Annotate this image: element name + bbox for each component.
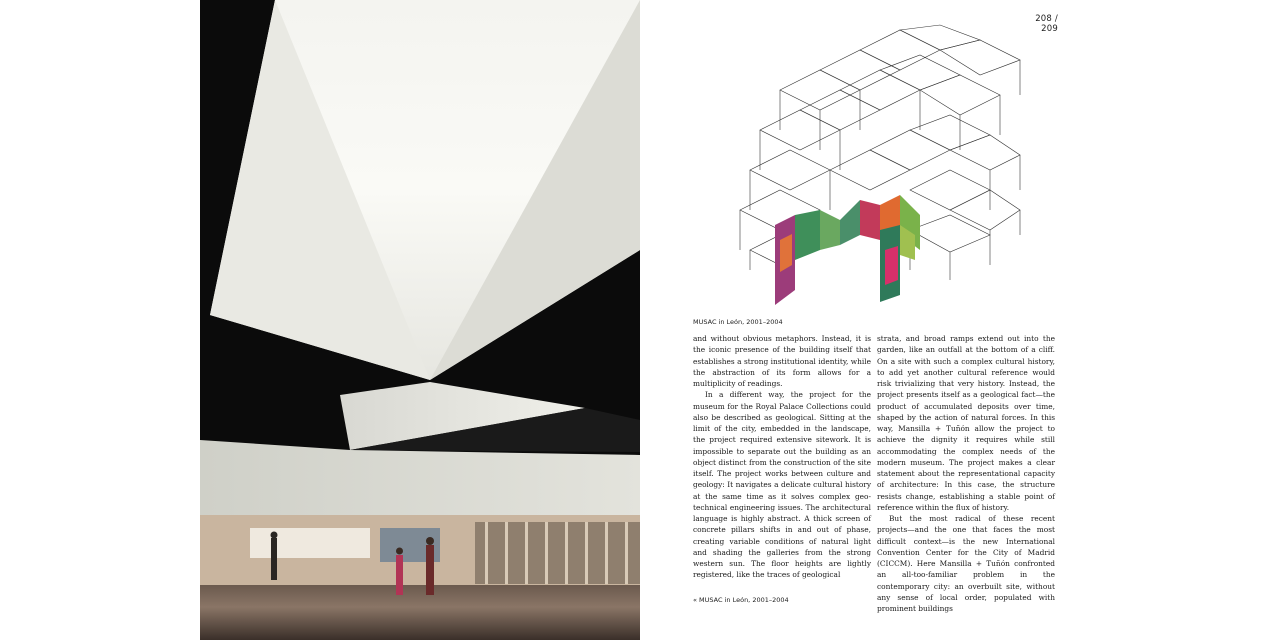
paragraph: In a different way, the project for the museum for the Royal Palace Collections could also be described as geological. Sitting at the limit of the city, embedded in the landscape, the project required extensive sitework. It is impossible to separate out the building as an object distinct from the construction of the site itself. The project works between culture and geology: It navigates a delicate cultural history at the same time as it solves complex geo-technical engineering issues. The architectural language is highly abstract. A thick screen of concrete pillars shifts in and out of phase, creating variable conditions of natural light and shading the galleries from the strong western sun. The floor heights are lightly registered, like the traces of geological <box>693 390 871 580</box>
museum-interior-photo <box>200 0 640 640</box>
text-column-right <box>877 333 1055 614</box>
paragraph: But the most radical of these recent projects—and the one that faces the most difficult context—is the new International Convention Center for the City of Madrid (CICCM). Here Mansilla + Tuñón confronted an all-too-familiar problem in the contemporary city: an overbuilt site, without any sense of local order, populated with prominent buildings <box>877 514 1055 613</box>
axonometric-drawing <box>720 20 1040 310</box>
paragraph: and without obvious metaphors. Instead, it is the iconic presence of the building itself that establishes a strong institutional identity, while the abstraction of its form allows for a multiplicity of readings. <box>693 334 871 388</box>
axonometric-drawing-icon <box>720 20 1040 310</box>
text-column-left <box>693 333 871 581</box>
paragraph: strata, and broad ramps extend out into the garden, like an outfall at the bottom of a cliff. On a site with such a complex cultural history, to add yet another cultural reference would risk trivializing that very history. Instead, the project presents itself as a geological fact—the product of accumulated deposits over time, shaped by the action of natural forces. In this way, Mansilla + Tuñón allow the project to achieve the dignity it requires while still accommodating the complex needs of the modern museum. The project makes a clear statement about the representational capacity of architecture: In this case, the structure resists change, establishing a stable point of reference within the flux of history. <box>877 334 1055 512</box>
museum-interior-photo-icon <box>200 0 640 640</box>
page-number: 208 / 209 <box>1035 14 1058 34</box>
photo-caption: « MUSAC in León, 2001–2004 <box>693 596 789 604</box>
drawing-caption: MUSAC in León, 2001–2004 <box>693 318 783 326</box>
